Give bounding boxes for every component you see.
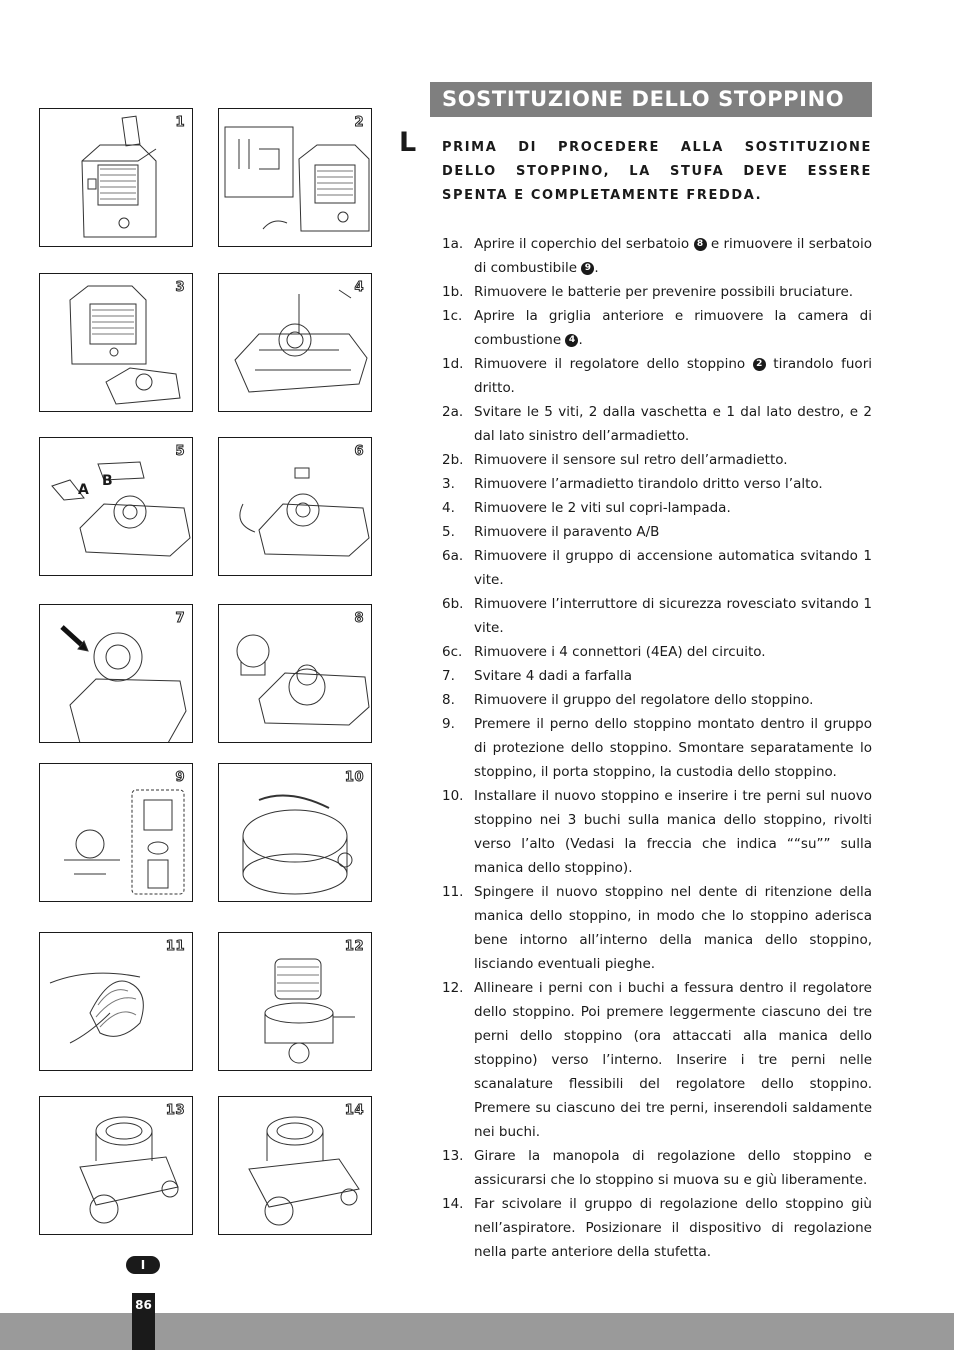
wick-install-illustration [219,764,372,902]
part-number-badge: 2 [753,358,766,371]
language-badge: I [126,1256,160,1274]
step-text: Aprire il coperchio del serbatoio [474,236,694,252]
step-number: 2a. [442,404,464,420]
step-text: . [594,260,599,276]
step-item [432,400,872,448]
figure-10 [218,763,372,902]
step-number: 1a. [442,236,464,252]
steps-list [432,232,872,1264]
step-text: Rimuovere il gruppo del regolatore dello stoppino. [474,692,814,708]
figure-2 [218,108,372,247]
step-number: 9. [442,716,455,732]
figure-number: 7 [175,611,185,626]
step-text: Installare il nuovo stoppino e inserire i tre perni sul nuovo stoppino nei 3 buchi sulla manica dello stoppino, rivolti verso l’alto (Vedasi la freccia che indica ““su”” sulla manica dello stoppino). [474,788,872,876]
wick-regulator-illustration [40,1097,193,1235]
step-item [432,304,872,352]
step-item [432,712,872,784]
step-number: 6b. [442,596,464,612]
step-number: 8. [442,692,455,708]
label-a: A [78,482,89,498]
heater-illustration [40,109,193,247]
wick-assembly-illustration [40,605,193,743]
step-text: Svitare 4 dadi a farfalla [474,668,632,684]
wick-assembly-illustration [219,605,372,743]
step-text: Rimuovere il gruppo di accensione automatica svitando 1 vite. [474,548,872,588]
step-item [432,880,872,976]
heater-base-illustration [219,438,372,576]
step-text: Girare la manopola di regolazione dello stoppino e assicurarsi che lo stoppino si muova su e giù liberamente. [474,1148,872,1188]
warning-text: PRIMA DI PROCEDERE ALLA SOSTITUZIONE DELLO STOPPINO, LA STUFA DEVE ESSERE SPENTA E COMPLETAMENTE FREDDA. [442,140,872,203]
step-item [432,496,872,520]
wick-regulator-illustration [219,1097,372,1235]
step-text: Far scivolare il gruppo di regolazione dello stoppino giù nell’aspiratore. Posizionare il dispositivo di regolazione nella parte anteriore della stufetta. [474,1196,872,1260]
part-number-badge: 9 [581,262,594,275]
step-text: . [578,332,583,348]
step-item [432,448,872,472]
step-text: Spingere il nuovo stoppino nel dente di ritenzione della manica dello stoppino, in modo che lo stoppino aderisca bene intorno all’interno della manica dello stoppino, lisciando eventuali pieghe. [474,884,872,972]
step-text: Premere il perno dello stoppino montato dentro il gruppo di protezione dello stoppino. Smontare separatamente lo stoppino, il porta stoppino, la custodia dello stoppino. [474,716,872,780]
step-item [432,592,872,640]
section-letter: L [399,127,417,158]
figure-number: 10 [344,770,364,785]
step-number: 1b. [442,284,464,300]
figure-12 [218,932,372,1071]
figure-number: 8 [354,611,364,626]
wick-parts-illustration [40,764,193,902]
figure-6 [218,437,372,576]
figure-number: 13 [165,1103,185,1118]
step-number: 1c. [442,308,463,324]
figure-13 [39,1096,193,1235]
heater-base-illustration [219,274,372,412]
figure-8 [218,604,372,743]
step-text: Rimuovere il sensore sul retro dell’armadietto. [474,452,788,468]
part-number-badge: 8 [694,238,707,251]
step-text: Rimuovere l’armadietto tirandolo dritto verso l’alto. [474,476,823,492]
step-text: Allineare i perni con i buchi a fessura dentro il regolatore dello stoppino. Poi premere leggermente ciascuno dei tre perni dello stoppino (ora attaccati alla manica dello stoppino) verso l’interno. Inserire i tre perni nelle scanalature flessibili del regolatore dello stoppino. Premere su ciascuno dei tre perni, inserendoli saldamente nei buchi. [474,980,872,1140]
step-text: e rimuovere il serbatoio di combustibile [474,236,873,276]
figure-14 [218,1096,372,1235]
step-number: 10. [442,788,464,804]
figure-number: 6 [354,444,364,459]
part-number-badge: 4 [565,334,578,347]
step-number: 6c. [442,644,463,660]
figure-3 [39,273,193,412]
figure-4 [218,273,372,412]
step-text: Aprire la griglia anteriore e rimuovere la camera di combustione [474,308,872,348]
step-number: 12. [442,980,464,996]
figure-7 [39,604,193,743]
step-text: Rimuovere il paravento A/B [474,524,660,540]
figure-1 [39,108,193,247]
figure-number: 3 [175,280,185,295]
heater-illustration [40,274,193,412]
step-item [432,784,872,880]
step-number: 13. [442,1148,464,1164]
step-item [432,688,872,712]
figure-number: 5 [175,444,185,459]
figure-11 [39,932,193,1071]
step-text: Rimuovere l’interruttore di sicurezza rovesciato svitando 1 vite. [474,596,872,636]
step-text: Rimuovere le 2 viti sul copri-lampada. [474,500,731,516]
page-number: 86 [135,1298,152,1312]
wick-illustration [40,933,193,1071]
step-item [432,1144,872,1192]
step-item [432,544,872,592]
figure-9 [39,763,193,902]
step-item [432,352,872,400]
figure-number: 11 [165,939,185,954]
step-number: 11. [442,884,464,900]
step-item [432,640,872,664]
figure-number: 4 [354,280,364,295]
step-number: 3. [442,476,455,492]
step-text: tirandolo fuori dritto. [474,356,872,396]
figure-number: 12 [344,939,364,954]
step-item [432,976,872,1144]
figure-5 [39,437,193,576]
heater-base-illustration [40,438,193,576]
step-text: Rimuovere i 4 connettori (4EA) del circuito. [474,644,766,660]
step-number: 4. [442,500,455,516]
step-number: 5. [442,524,455,540]
figure-number: 1 [175,115,185,130]
heater-illustration [219,109,372,247]
step-item [432,232,872,280]
step-item [432,472,872,496]
figure-number: 9 [175,770,185,785]
step-number: 7. [442,668,455,684]
step-number: 6a. [442,548,464,564]
wick-regulator-illustration [219,933,372,1071]
step-number: 14. [442,1196,464,1212]
label-b: B [102,473,113,489]
step-number: 1d. [442,356,464,372]
step-text: Svitare le 5 viti, 2 dalla vaschetta e 1 dal lato destro, e 2 dal lato sinistro dell’armadietto. [474,404,872,444]
step-text: Rimuovere il regolatore dello stoppino [474,356,753,372]
step-item [432,1192,872,1264]
step-item [432,520,872,544]
step-number: 2b. [442,452,464,468]
section-title: SOSTITUZIONE DELLO STOPPINO [430,82,872,117]
step-item [432,280,872,304]
step-item [432,664,872,688]
figure-number: 14 [344,1103,364,1118]
step-text: Rimuovere le batterie per prevenire possibili bruciature. [474,284,854,300]
figure-number: 2 [354,115,364,130]
